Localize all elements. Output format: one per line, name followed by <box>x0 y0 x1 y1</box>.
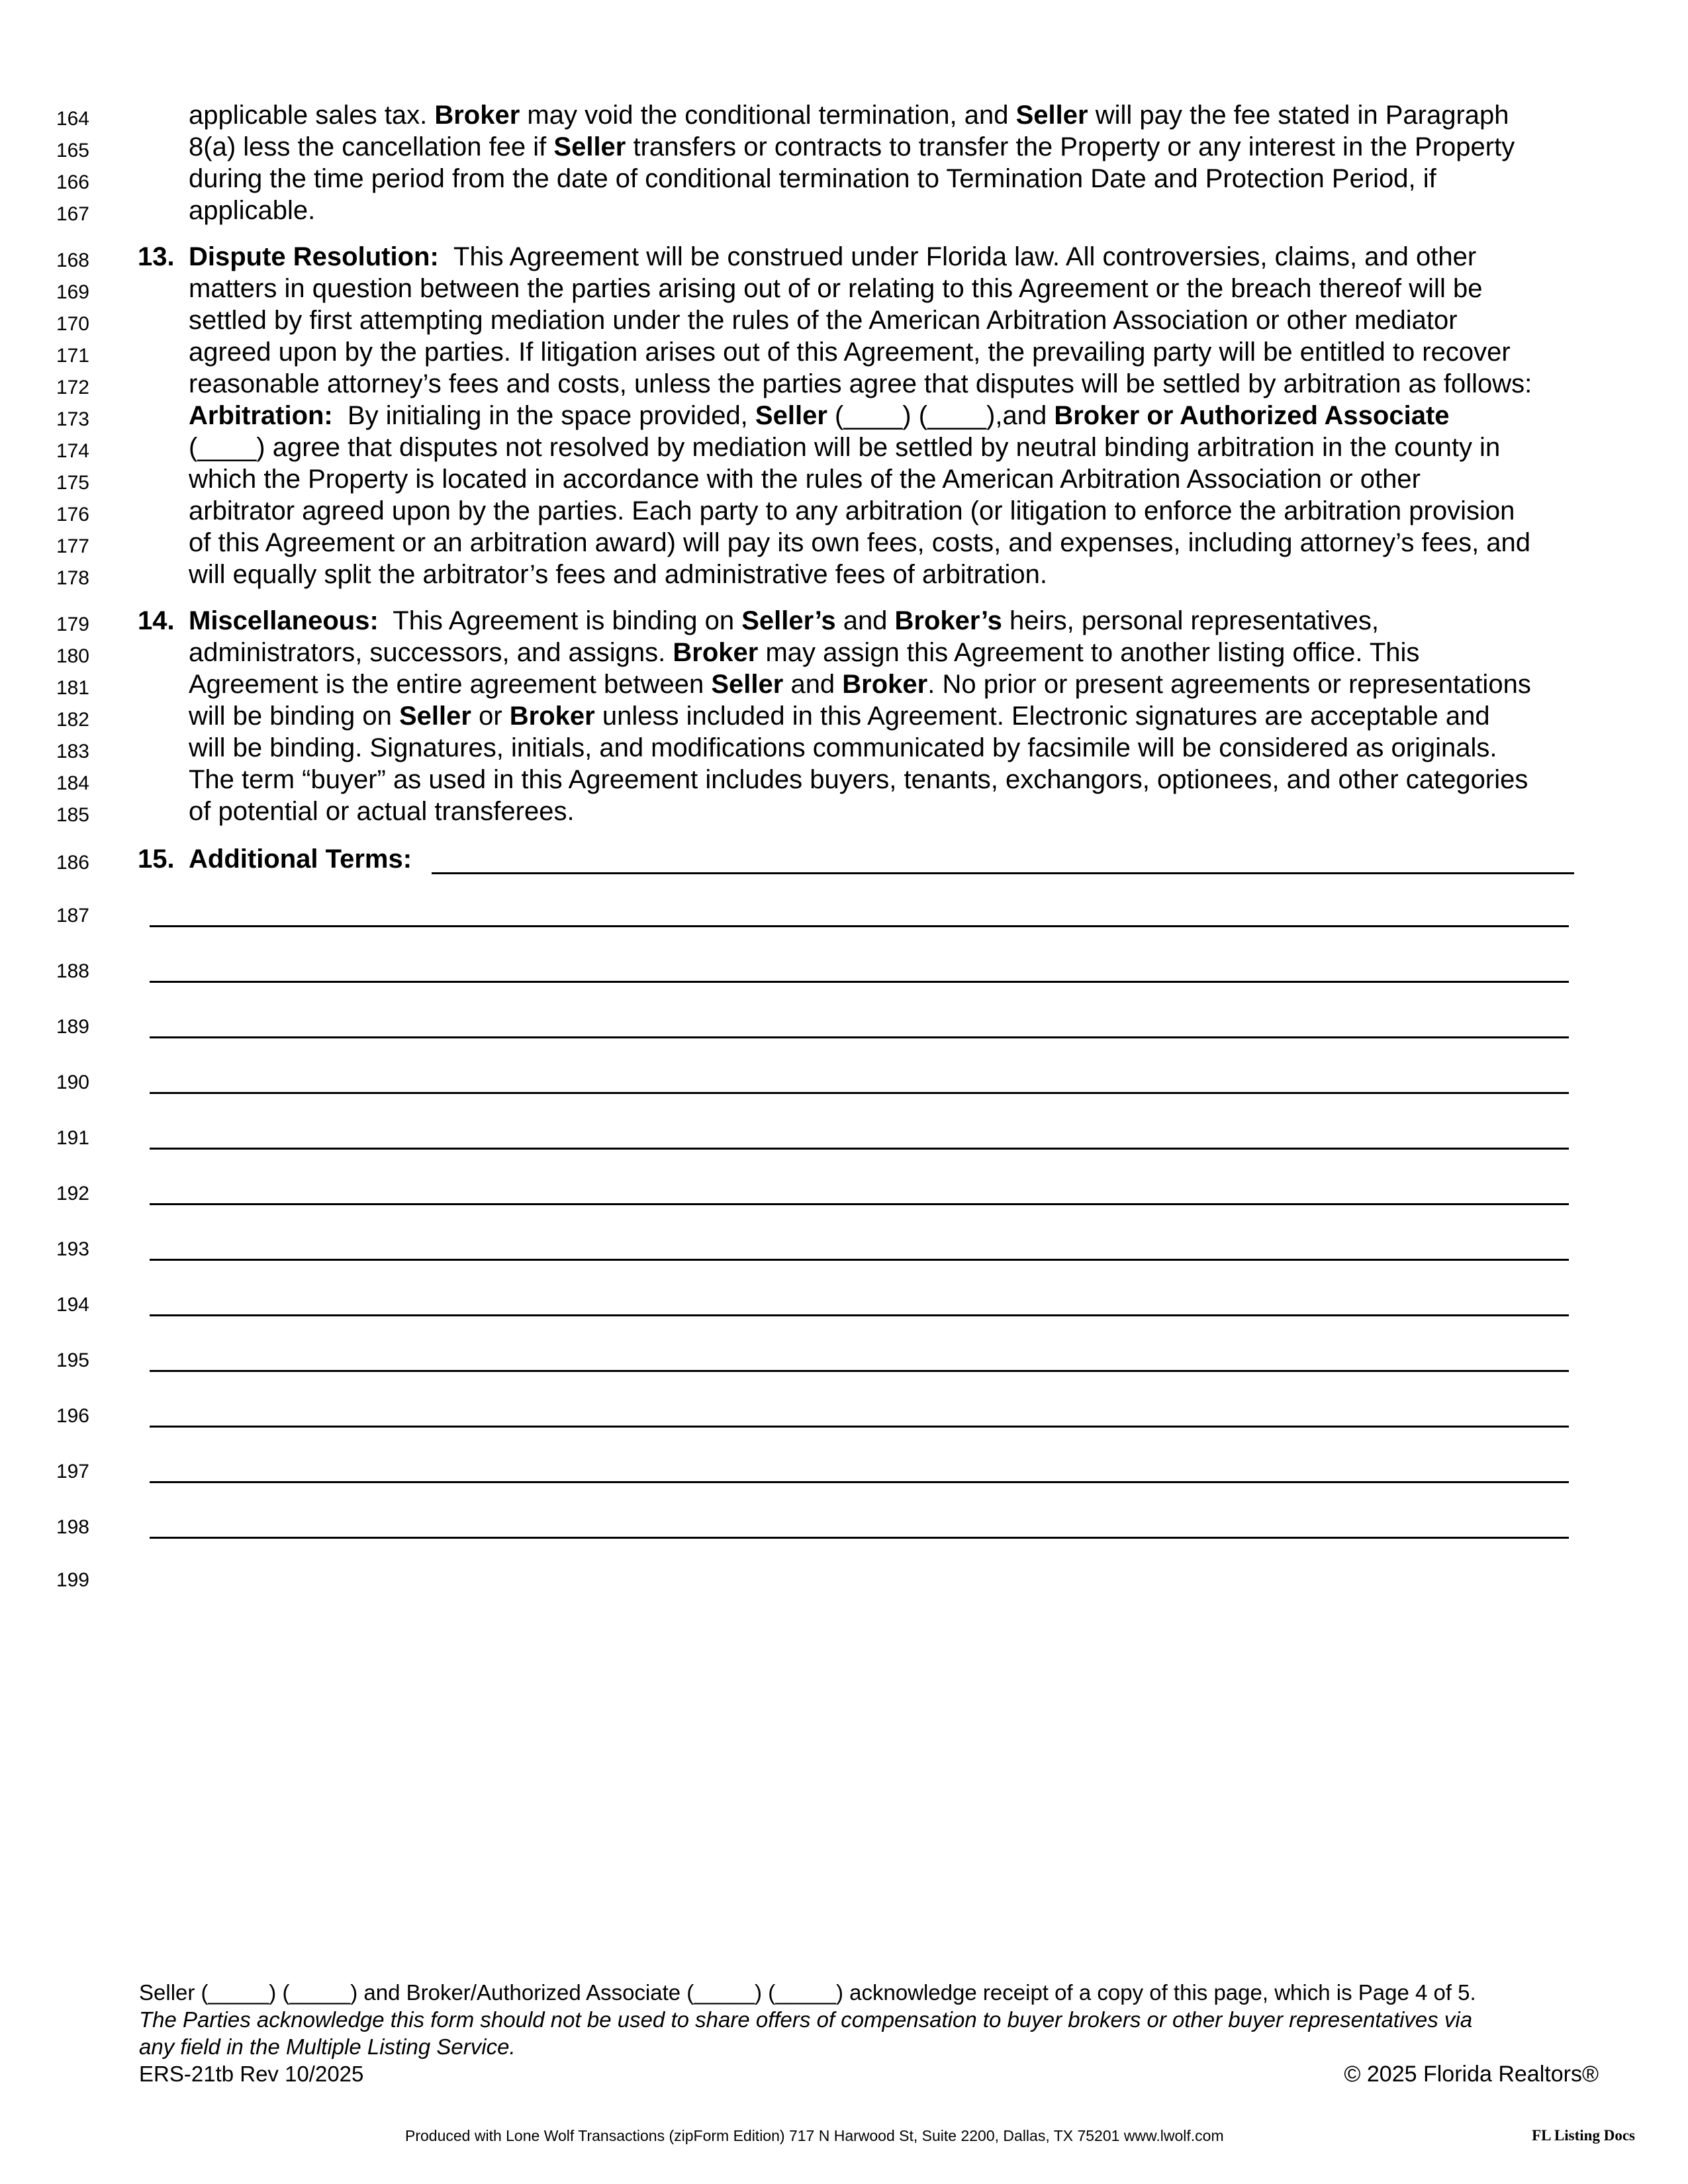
line-number: 173 <box>56 408 89 430</box>
line-number: 170 <box>56 313 89 335</box>
body-line: arbitrator agreed upon by the parties. Each party to any arbitration (or litigation to enforce the arbitration provision <box>189 496 1515 525</box>
form-id: ERS-21tb Rev 10/2025 <box>139 2062 364 2086</box>
body-line: matters in question between the parties arising out of or relating to this Agreement or the breach thereof will be <box>189 274 1483 303</box>
body-line: Agreement is the entire agreement between Seller and Broker. No prior or present agreements or representations <box>189 670 1531 699</box>
body-line: 8(a) less the cancellation fee if Seller transfers or contracts to transfer the Property or any interest in the Property <box>189 132 1515 161</box>
body-line: which the Property is located in accordance with the rules of the American Arbitration Association or other <box>189 465 1421 494</box>
additional-terms-field[interactable] <box>150 1259 1569 1261</box>
additional-terms-field[interactable] <box>432 872 1574 874</box>
line-number: 177 <box>56 535 89 557</box>
additional-terms-field[interactable] <box>150 1481 1569 1483</box>
line-number: 193 <box>56 1238 89 1260</box>
line-number: 191 <box>56 1127 89 1149</box>
additional-terms-field[interactable] <box>150 1537 1569 1539</box>
body-line: Miscellaneous: This Agreement is binding on Seller’s and Broker’s heirs, personal representatives, <box>189 606 1380 635</box>
brand-label: FL Listing Docs <box>1532 2127 1635 2144</box>
body-line: of potential or actual transferees. <box>189 797 575 826</box>
line-number: 172 <box>56 377 89 398</box>
section-title: Miscellaneous: <box>189 606 379 635</box>
line-number: 174 <box>56 440 89 462</box>
section-number: 15. <box>138 844 175 874</box>
body-line: Dispute Resolution: This Agreement will be construed under Florida law. All controversies, claims, and other <box>189 242 1477 271</box>
body-line: agreed upon by the parties. If litigation arises out of this Agreement, the prevailing party will be entitled to recover <box>189 338 1511 367</box>
line-number: 198 <box>56 1516 89 1538</box>
line-number: 164 <box>56 108 89 130</box>
line-number: 175 <box>56 472 89 494</box>
line-number: 178 <box>56 567 89 589</box>
line-number: 167 <box>56 203 89 225</box>
body-line: will equally split the arbitrator’s fees and administrative fees of arbitration. <box>189 560 1047 589</box>
additional-terms-field[interactable] <box>150 925 1569 927</box>
line-number: 168 <box>56 250 89 271</box>
additional-terms-field[interactable] <box>150 981 1569 983</box>
additional-terms-field[interactable] <box>150 1314 1569 1316</box>
line-number: 199 <box>56 1569 89 1591</box>
body-line: The term “buyer” as used in this Agreement includes buyers, tenants, exchangors, optionees, and other categories <box>189 765 1528 794</box>
additional-terms-field[interactable] <box>150 1148 1569 1150</box>
acknowledgement-line: Seller (_____) (_____) and Broker/Authorized Associate (_____) (_____) acknowledge receipt of a copy of this page, which is Page 4 of 5. <box>139 1980 1476 2005</box>
body-line: applicable sales tax. Broker may void the conditional termination, and Seller will pay the fee stated in Paragraph <box>189 101 1509 130</box>
body-line: settled by first attempting mediation under the rules of the American Arbitration Association or other mediator <box>189 306 1458 335</box>
line-number: 179 <box>56 614 89 635</box>
additional-terms-field[interactable] <box>150 1426 1569 1428</box>
line-number: 176 <box>56 504 89 525</box>
line-number: 197 <box>56 1461 89 1482</box>
line-number: 192 <box>56 1183 89 1205</box>
mls-notice: The Parties acknowledge this form should not be used to share offers of compensation to buyer brokers or other buyer representatives via <box>139 2007 1473 2032</box>
section-title: Additional Terms: <box>189 844 412 874</box>
body-line: during the time period from the date of conditional termination to Termination Date and Protection Period, if <box>189 164 1436 193</box>
additional-terms-field[interactable] <box>150 1203 1569 1205</box>
line-number: 183 <box>56 741 89 762</box>
section-number: 14. <box>138 606 175 635</box>
body-line: reasonable attorney’s fees and costs, unless the parties agree that disputes will be settled by arbitration as follows: <box>189 369 1532 398</box>
body-line: applicable. <box>189 196 316 225</box>
line-number: 187 <box>56 905 89 927</box>
line-number: 195 <box>56 1349 89 1371</box>
additional-terms-field[interactable] <box>150 1036 1569 1038</box>
section-number: 13. <box>138 242 175 271</box>
body-line: (____) agree that disputes not resolved by mediation will be settled by neutral binding arbitration in the county in <box>189 433 1501 462</box>
line-number: 180 <box>56 645 89 667</box>
copyright: © 2025 Florida Realtors® <box>1344 2062 1599 2087</box>
line-number: 196 <box>56 1405 89 1427</box>
body-line: administrators, successors, and assigns. Broker may assign this Agreement to another listing office. This <box>189 638 1420 667</box>
additional-terms-field[interactable] <box>150 1370 1569 1372</box>
mls-notice: any field in the Multiple Listing Service. <box>139 2034 516 2059</box>
body-line: of this Agreement or an arbitration award) will pay its own fees, costs, and expenses, including attorney’s fees, and <box>189 528 1531 557</box>
line-number: 186 <box>56 852 89 874</box>
line-number: 181 <box>56 677 89 699</box>
line-number: 194 <box>56 1294 89 1316</box>
line-number: 182 <box>56 709 89 731</box>
line-number: 184 <box>56 772 89 794</box>
line-number: 189 <box>56 1016 89 1038</box>
section-title: Dispute Resolution: <box>189 242 439 271</box>
line-number: 190 <box>56 1071 89 1093</box>
body-line: Arbitration: By initialing in the space provided, Seller (____) (____),and Broker or Authorized Associate <box>189 401 1450 430</box>
line-number: 166 <box>56 171 89 193</box>
line-number: 188 <box>56 960 89 982</box>
additional-terms-field[interactable] <box>150 1092 1569 1094</box>
line-number: 165 <box>56 140 89 161</box>
produced-with: Produced with Lone Wolf Transactions (zipForm Edition) 717 N Harwood St, Suite 2200, Dallas, TX 75201 www.lwolf.com <box>405 2127 1224 2144</box>
line-number: 185 <box>56 804 89 826</box>
line-number: 169 <box>56 281 89 303</box>
body-line: will be binding. Signatures, initials, and modifications communicated by facsimile will be considered as originals. <box>189 733 1497 762</box>
line-number: 171 <box>56 345 89 367</box>
body-line: will be binding on Seller or Broker unless included in this Agreement. Electronic signatures are acceptable and <box>189 702 1490 731</box>
